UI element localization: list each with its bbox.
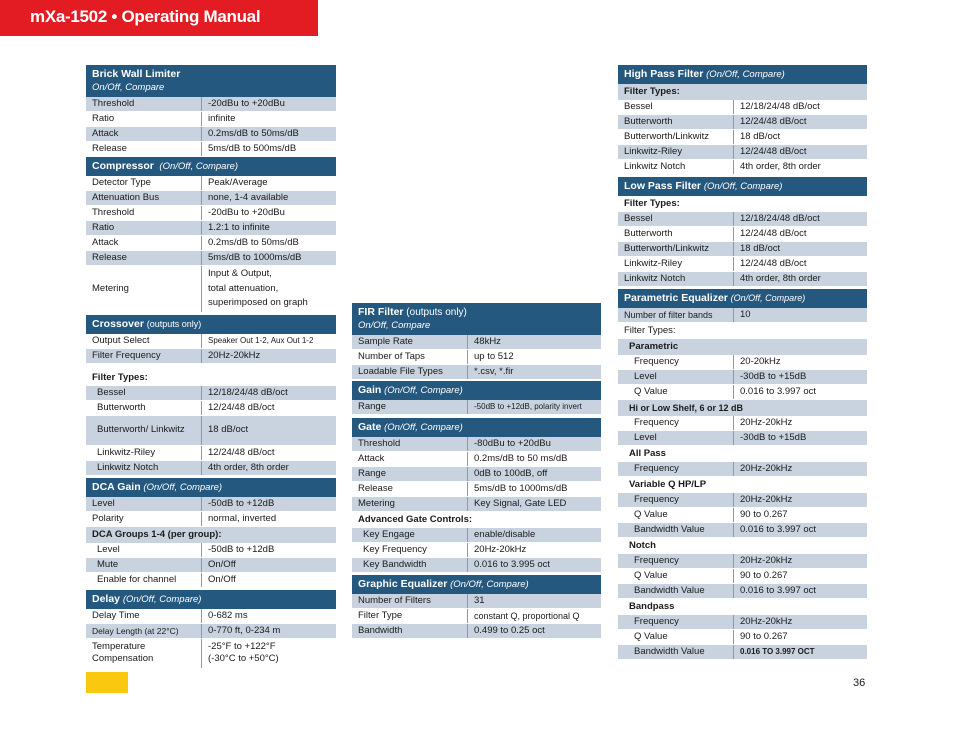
spec-row: Level -30dB to +15dB bbox=[618, 431, 867, 446]
section-header-fir bbox=[352, 303, 601, 335]
section-subtitle: (On/Off, Compare) bbox=[730, 293, 806, 303]
section-header-lpf bbox=[618, 177, 867, 196]
spec-row: Attack 0.2ms/dB to 50ms/dB bbox=[86, 236, 336, 251]
spec-row-temperature: Temperature Compensation -25°F to +122°F (-30°C to +50°C) bbox=[86, 639, 336, 669]
spec-row: Range -50dB to +12dB, polarity invert bbox=[352, 400, 601, 415]
spec-row: Key Engage enable/disable bbox=[352, 528, 601, 543]
spec-row: Threshold -20dBu to +20dBu bbox=[86, 206, 336, 221]
spec-row: Detector Type Peak/Average bbox=[86, 176, 336, 191]
section-subtitle: (On/Off, Compare) bbox=[122, 593, 202, 605]
spec-row: Bessel 12/18/24/48 dB/oct bbox=[618, 212, 867, 227]
section-title: Parametric Equalizer bbox=[624, 292, 728, 304]
spec-row: Release 5ms/dB to 500ms/dB bbox=[86, 142, 336, 157]
spec-row: Sample Rate 48kHz bbox=[352, 335, 601, 350]
section-header-compressor bbox=[86, 157, 336, 176]
section-title: Gate bbox=[358, 421, 382, 433]
spec-row: Metering Key Signal, Gate LED bbox=[352, 497, 601, 512]
spec-row: Ratio 1.2:1 to infinite bbox=[86, 221, 336, 236]
spec-row: Threshold -80dBu to +20dBu bbox=[352, 437, 601, 452]
spec-row-metering: Metering Input & Output, total attenuation, superimposed on graph bbox=[86, 266, 336, 313]
section-header-dca-gain bbox=[86, 478, 336, 497]
spec-row: Attack 0.2ms/dB to 50ms/dB bbox=[86, 127, 336, 142]
spec-row: Butterworth/Linkwitz 18 dB/oct bbox=[618, 130, 867, 145]
spec-row: Polarity normal, inverted bbox=[86, 512, 336, 527]
spec-row: Filter Frequency 20Hz-20kHz bbox=[86, 349, 336, 364]
spec-row: Butterworth 12/24/48 dB/oct bbox=[618, 227, 867, 242]
filter-group-label: Notch bbox=[629, 540, 656, 551]
spec-row: Linkwitz-Riley 12/24/48 dB/oct bbox=[618, 145, 867, 160]
filter-types-label: Filter Types: bbox=[92, 371, 148, 383]
spec-row: Bessel 12/18/24/48 dB/oct bbox=[618, 100, 867, 115]
spec-row: Attenuation Bus none, 1-4 available bbox=[86, 191, 336, 206]
section-title: Compressor bbox=[92, 160, 154, 172]
spec-row: Linkwitz Notch 4th order, 8th order bbox=[618, 160, 867, 175]
section-header-brick-wall bbox=[86, 65, 336, 97]
spec-row: Frequency 20Hz-20kHz bbox=[618, 416, 867, 431]
spec-row: Butterworth/Linkwitz 18 dB/oct bbox=[618, 242, 867, 257]
filter-types-label: Filter Types: bbox=[624, 198, 680, 209]
section-subtitle: (On/Off, Compare) bbox=[143, 481, 223, 493]
spec-row: Bessel 12/18/24/48 dB/oct bbox=[86, 386, 336, 401]
spec-row: Range 0dB to 100dB, off bbox=[352, 467, 601, 482]
section-subtitle: (On/Off, Compare) bbox=[159, 161, 239, 172]
spec-row: Linkwitz-Riley 12/24/48 dB/oct bbox=[86, 446, 336, 461]
spec-row: Mute On/Off bbox=[86, 558, 336, 573]
spec-row: Butterworth 12/24/48 dB/oct bbox=[618, 115, 867, 130]
spec-row: Frequency 20-20kHz bbox=[618, 355, 867, 370]
section-tab-marker bbox=[86, 672, 128, 693]
filter-group-label: Variable Q HP/LP bbox=[629, 479, 707, 490]
section-title: High Pass Filter bbox=[624, 68, 704, 80]
spec-row: Bandwidth 0.499 to 0.25 oct bbox=[352, 624, 601, 639]
spec-row: Delay Length (at 22°C) 0-770 ft, 0-234 m bbox=[86, 624, 336, 639]
section-header-gate bbox=[352, 418, 601, 437]
section-subtitle: (On/Off, Compare) bbox=[450, 579, 529, 590]
spec-row: Level -30dB to +15dB bbox=[618, 370, 867, 385]
section-title: Low Pass Filter bbox=[624, 180, 702, 192]
spec-row: Frequency 20Hz-20kHz bbox=[618, 462, 867, 477]
spec-row: Linkwitz Notch 4th order, 8th order bbox=[86, 461, 336, 476]
column-middle bbox=[352, 303, 601, 639]
section-header-delay bbox=[86, 590, 336, 609]
spec-row: Bandwidth Value 0.016 to 3.997 oct bbox=[618, 523, 867, 538]
page-title: mXa-1502 • Operating Manual bbox=[0, 0, 318, 36]
spec-row: Linkwitz-Riley 12/24/48 dB/oct bbox=[618, 257, 867, 272]
section-subtitle: (On/Off, Compare) bbox=[703, 181, 783, 192]
page-number: 36 bbox=[853, 677, 866, 689]
section-title: Crossover bbox=[92, 317, 144, 330]
section-header-peq bbox=[618, 289, 867, 308]
filter-group-label: Parametric bbox=[618, 339, 867, 355]
section-title: Gain bbox=[358, 384, 382, 396]
spec-row: Release 5ms/dB to 1000ms/dB bbox=[86, 251, 336, 266]
spec-row: Attack 0.2ms/dB to 50 ms/dB bbox=[352, 452, 601, 467]
spec-row: Release 5ms/dB to 1000ms/dB bbox=[352, 482, 601, 497]
section-title: DCA Gain bbox=[92, 480, 141, 493]
section-subtitle: On/Off, Compare bbox=[358, 320, 431, 331]
spec-row: Ratio infinite bbox=[86, 112, 336, 127]
spec-row: Q Value 0.016 to 3.997 oct bbox=[618, 385, 867, 400]
spec-row: Level -50dB to +12dB bbox=[86, 543, 336, 558]
spec-row: Level -50dB to +12dB bbox=[86, 497, 336, 512]
spec-row: Q Value 90 to 0.267 bbox=[618, 569, 867, 584]
filter-group-label: Hi or Low Shelf, 6 or 12 dB bbox=[618, 400, 867, 416]
section-title: FIR Filter bbox=[358, 306, 404, 318]
spec-row: Q Value 90 to 0.267 bbox=[618, 508, 867, 523]
spec-row: Number of Filters 31 bbox=[352, 594, 601, 609]
spec-row: Butterworth/ Linkwitz 18 dB/oct bbox=[86, 416, 336, 446]
spec-row: Key Frequency 20Hz-20kHz bbox=[352, 543, 601, 558]
section-subtitle: (On/Off, Compare) bbox=[384, 422, 463, 433]
section-subtitle: (outputs only) bbox=[146, 318, 202, 329]
dca-groups-label: DCA Groups 1-4 (per group): bbox=[86, 527, 336, 543]
section-subtitle: (On/Off, Compare) bbox=[384, 385, 463, 396]
section-title-note: (outputs only) bbox=[406, 307, 467, 318]
spec-row: Number of filter bands 10 bbox=[618, 308, 867, 323]
spec-row: Frequency 20Hz-20kHz bbox=[618, 493, 867, 508]
section-subtitle: On/Off, Compare bbox=[92, 82, 165, 93]
section-header-hpf bbox=[618, 65, 867, 84]
section-header-crossover bbox=[86, 315, 336, 334]
spec-row: Q Value 90 to 0.267 bbox=[618, 630, 867, 645]
spec-row: Loadable File Types *.csv, *.fir bbox=[352, 365, 601, 380]
spec-row: Output Select Speaker Out 1-2, Aux Out 1-2 bbox=[86, 334, 336, 349]
spec-row: Delay Time 0-682 ms bbox=[86, 609, 336, 624]
spec-row: Frequency 20Hz-20kHz bbox=[618, 554, 867, 569]
spec-row: Enable for channel On/Off bbox=[86, 573, 336, 588]
spec-row: Bandwidth Value 0.016 TO 3.997 OCT bbox=[618, 645, 867, 660]
filter-group-label: Bandpass bbox=[629, 601, 675, 612]
filter-types-label: Filter Types: bbox=[624, 325, 676, 336]
filter-types-label: Filter Types: bbox=[618, 84, 867, 100]
filter-group-label: All Pass bbox=[629, 448, 666, 459]
spec-row: Number of Taps up to 512 bbox=[352, 350, 601, 365]
spec-row: Key Bandwidth 0.016 to 3.995 oct bbox=[352, 558, 601, 573]
section-title: Delay bbox=[92, 592, 121, 605]
section-header-graphic-eq bbox=[352, 575, 601, 594]
spec-row: Bandwidth Value 0.016 to 3.997 oct bbox=[618, 584, 867, 599]
column-right bbox=[618, 65, 867, 660]
column-left bbox=[86, 65, 336, 669]
spec-row: Frequency 20Hz-20kHz bbox=[618, 615, 867, 630]
section-header-gain bbox=[352, 381, 601, 400]
advanced-gate-label: Advanced Gate Controls: bbox=[358, 514, 473, 525]
spec-row: Filter Type constant Q, proportional Q bbox=[352, 609, 601, 624]
section-title: Graphic Equalizer bbox=[358, 578, 448, 590]
section-subtitle: (On/Off, Compare) bbox=[706, 69, 785, 80]
spec-row: Butterworth 12/24/48 dB/oct bbox=[86, 401, 336, 416]
spec-row: Threshold -20dBu to +20dBu bbox=[86, 97, 336, 112]
spec-row: Linkwitz Notch 4th order, 8th order bbox=[618, 272, 867, 287]
section-title: Brick Wall Limiter bbox=[92, 68, 181, 80]
